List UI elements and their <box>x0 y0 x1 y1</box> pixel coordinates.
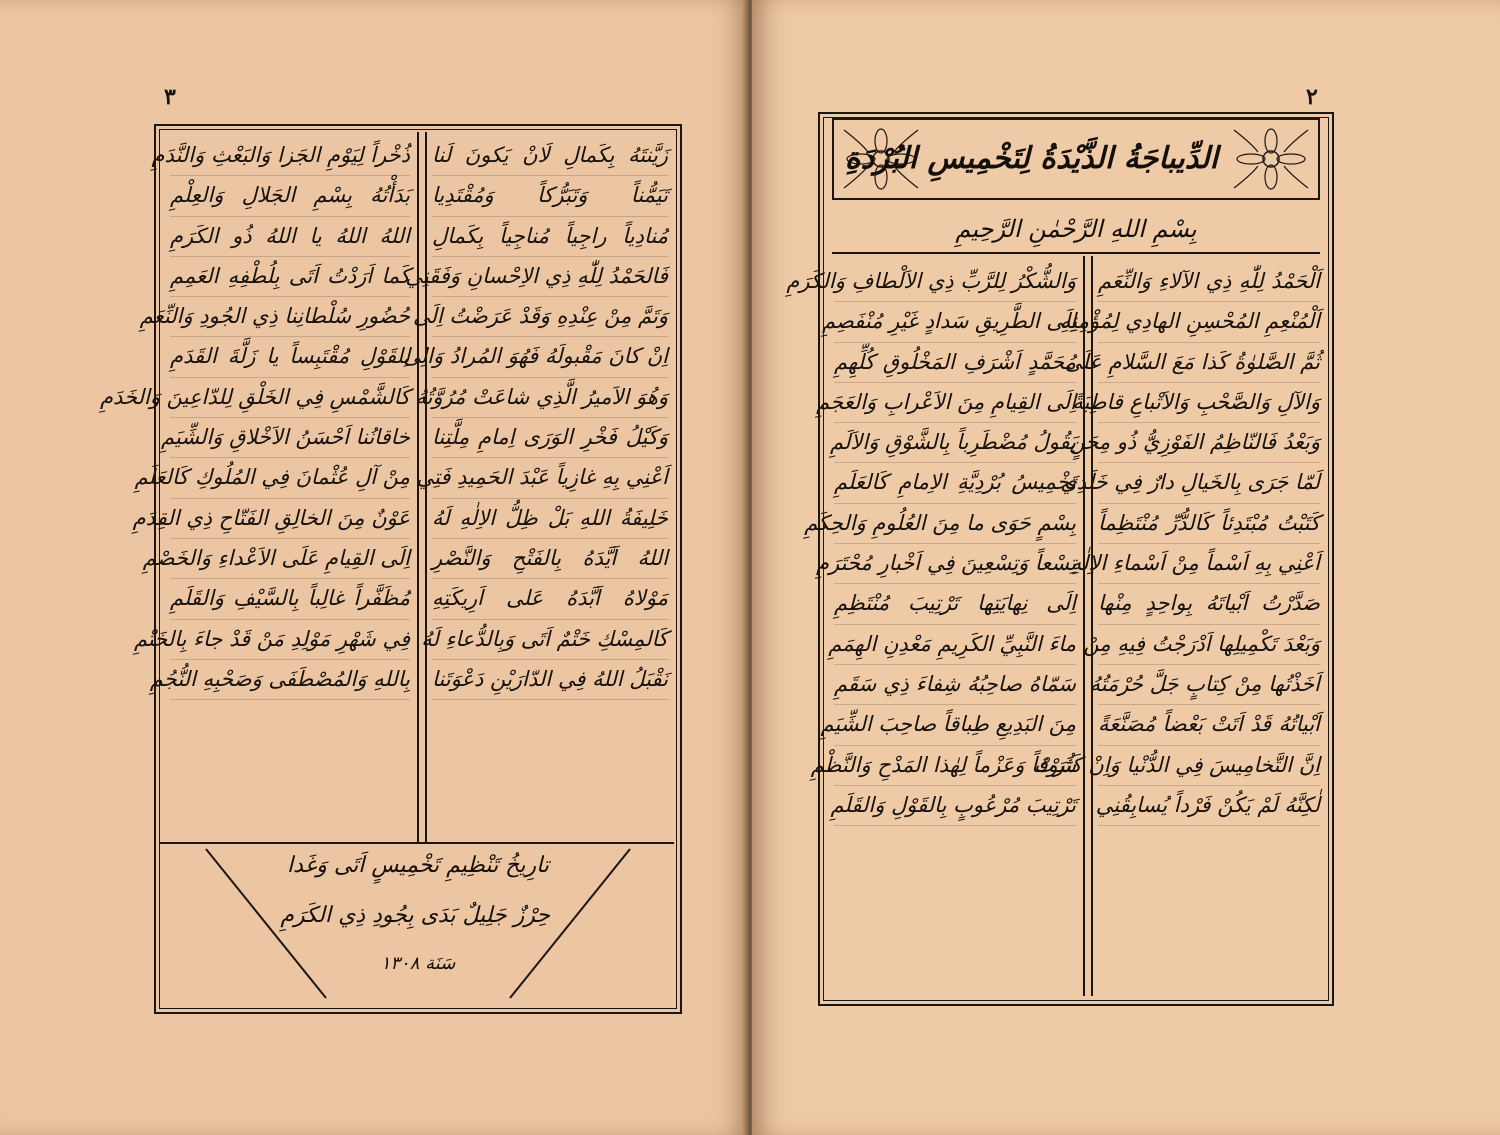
verse-line: اِلَى الطَّرِيقِ سَدادٍ غَيْرِ مُنْفَصِمِ <box>834 302 1076 342</box>
verse-column-left <box>786 262 1076 826</box>
verse-line: اَبْياتُهُ قَدْ اَتَتْ بَعْضاً مُصَنَّعَةً <box>1098 705 1320 745</box>
verse-line: اَلْحَمْدُ لِلّٰهِ ذِي الآلاءِ وَالنِّعَمِ <box>1098 262 1320 302</box>
verse-line: اَعْنِي بِهِ اَسْماً مِنْ اَسْماءِ الاِلٰهِ <box>1098 544 1320 584</box>
verse-line: تَخْمِيسُ بُرْدِيَّةِ الاِمامِ كَالعَلَمِ <box>834 463 1076 503</box>
verse-line: سَمّاهُ صاحِبُهُ شِفاءَ ذِي سَقَمِ <box>834 665 1076 705</box>
page-title: الدِّيباجَةُ الذَّيْدَةُ لِتَخْمِيسِ البُرْدَةِ <box>844 141 1218 176</box>
verse-line: كَالمِسْكِ خَتْمٌ اَتَى وَبِالدُّعاءِ لَهُ <box>432 620 668 660</box>
verse-line: وَبَعْدَ تَكْمِيلِها اَدْرَجْتُ فِيهِ مِنْ <box>1098 625 1320 665</box>
colophon-date: سَنَة ١٣٠٨ <box>380 953 456 974</box>
page-number: ٣ <box>164 84 176 110</box>
verse-line: ذُخْراً لِيَوْمِ الجَزا وَالبَعْثِ وَالنَّدَمِ <box>170 136 410 176</box>
verse-line: لِلقَوْلِ مُقْتَبِساً يا زَلَّةَ القَدَمِ <box>170 337 410 377</box>
verse-line: كَما اَرَدْتُ اَتَى بِلُطْفِهِ العَمِمِ <box>170 257 410 297</box>
verse-line: كَتَبْتُ مُبْتَدِئاً كَالدُّرِّ مُنْتَظِماً <box>1098 504 1320 544</box>
verse-line: حُضُورِ سُلْطانِنا ذِي الجُودِ وَالنِّعَمِ <box>170 297 410 337</box>
verse-line: كَالشَّمْسِ فِي الخَلْقِ لِلدّاعِينَ وَالخَدَمِ <box>170 378 410 418</box>
verse-line: مُحَمَّدٍ اَشْرَفِ المَخْلُوقِ كُلِّهِمِ <box>834 343 1076 383</box>
verse-line: صَدَّرْتُ اَبْياتَهُ بِواحِدٍ مِنْها <box>1098 584 1320 624</box>
verse-line: مِنَ البَدِيعِ طِباقاً صاحِبَ الشِّيَمِ <box>834 705 1076 745</box>
verse-line: بِاللهِ وَالمُصْطَفَى وَصَحْبِهِ النُّجُمِ <box>170 660 410 700</box>
verse-line: اَخَذْتُها مِنْ كِتابٍ جَلَّ حُرْمَتُهُ <box>1098 665 1320 705</box>
verse-line: خَلِيفَةُ اللهِ بَلْ ظِلُّ الاِلٰهِ لَهُ <box>432 499 668 539</box>
verse-line: خاقانُنا اَحْسَنُ الاَخْلاقِ وَالشِّيَمِ <box>170 418 410 458</box>
verse-line: وَالآلِ وَالصَّحْبِ وَالاَتْباعِ قاطِبَةً <box>1098 383 1320 423</box>
verse-column-right <box>403 136 668 700</box>
verse-line: زَيَّنتَهُ بِكَمالِ لَانْ يَكونَ لَنا <box>432 136 668 176</box>
verse-line: وَكَيْلُ فَخْرِ الوَرَى اِمامِ مِلَّتِنا <box>432 418 668 458</box>
colophon-line: حِرْزٌ جَلِيلٌ بَدَى بِجُودِ ذِي الكَرَمِ <box>280 903 550 928</box>
verse-line: وَتَمَّ مِنْ عِنْدِهِ وَقَدْ عَرَضْتُ اِلَى <box>432 297 668 337</box>
verse-line: ماءَ النَّبِيِّ الكَرِيمِ مَعْدِنِ الهِمَمِ <box>834 625 1076 665</box>
verse-line: اِلَى القِيامِ مِنَ الاَعْرابِ وَالعَجَمِ <box>834 383 1076 423</box>
verse-line: مِنْ آلِ عُثْمانَ فِي المُلُوكِ كَالعَلَمِ <box>170 458 410 498</box>
verse-line: اِلَى نِهايَتِها تَرْتِيبَ مُنْتَظِمِ <box>834 584 1076 624</box>
verse-line: تَرْتِيبَ مُرْعُوبٍ بِالقَوْلِ وَالقَلَمِ <box>834 786 1076 826</box>
verse-line: اللهُ اَيَّدَهُ بِالفَتْحِ وَالنَّصْرِ <box>432 539 668 579</box>
verse-line: ثُمَّ الصَّلوٰةُ كَذا مَعَ السَّلامِ عَلَى <box>1098 343 1320 383</box>
title-headband <box>832 118 1320 200</box>
verse-line: فِي شَهْرِ مَوْلِدِ مَنْ قَدْ جاءَ بِالخَتْمِ <box>170 620 410 660</box>
verse-line: مُظَفَّراً غالِباً بِالسَّيْفِ وَالقَلَمِ <box>170 579 410 619</box>
verse-line: بَدَأْتُهُ بِسْمِ الجَلالِ وَالعِلْمِ <box>170 176 410 216</box>
verse-line: نَقْبَلُ اللهُ فِي الدّارَيْنِ دَعْوَتَنا <box>432 660 668 700</box>
verse-line: يَقُولُ مُضْطَرِباً بِالشَّوْقِ وَالاَلَمِ <box>834 423 1076 463</box>
verse-line: اَلْمُنْعِمِ المُحْسِنِ الهادِي لِمُؤْمِنِهِ <box>1098 302 1320 342</box>
floral-ornament-icon <box>1228 124 1314 194</box>
verse-line: فَالحَمْدُ لِلّٰهِ ذِي الاِحْسانِ وَفَقَنِي <box>432 257 668 297</box>
verse-line: لَمّا جَرَى بِالخَيالِ دارٌ فِي خَلَدِي <box>1098 463 1320 503</box>
verse-line: تِسْعاً وَتِسْعِينَ فِي اَخْبارِ مُحْتَرَمِ <box>834 544 1076 584</box>
verse-line: عَوْنٌ مِنَ الخالِقِ الفَتّاحِ ذِي القِدَمِ <box>170 499 410 539</box>
verse-line: اِنْ كانَ مَقْبولَهُ فَهُوَ المُرادُ وَالِى <box>432 337 668 377</box>
verse-line: اِلَى القِيامِ عَلَى الاَعْداءِ وَالخَصْمِ <box>170 539 410 579</box>
verse-line: وَالشُّكْرُ لِلرَّبِّ ذِي الاَلْطافِ وَالكَرَمِ <box>834 262 1076 302</box>
verse-column-left <box>100 136 410 700</box>
verse-line: بِسْمٍ حَوَى ما مِنَ العُلُومِ وَالحِكَمِ <box>834 504 1076 544</box>
colophon-divider <box>160 842 674 844</box>
verse-line: تَيَمُّناً وَتَبَرُّكاً وَمُقْتَدِيا <box>432 176 668 216</box>
basmala: بِسْمِ اللهِ الرَّحْمٰنِ الرَّحِيمِ <box>832 206 1320 254</box>
verse-line: لٰكِنَّهُ لَمْ يَكُنْ فَرْداً يُسابِقُنِي <box>1098 786 1320 826</box>
verse-line: اَعْنِي بِهِ غازِياً عَبْدَ الحَمِيدِ فَتِي <box>432 458 668 498</box>
verse-line: اللهُ اللهُ يا اللهُ ذُو الكَرَمِ <box>170 217 410 257</box>
verse-line: شَوْقاً وَعَزْماً لِهٰذا المَدْحِ وَالنَّظْمِ <box>834 746 1076 786</box>
page-number: ٢ <box>1306 84 1318 110</box>
verse-column-right <box>1034 262 1320 826</box>
verse-line: وَبَعْدُ فَالنّاظِمُ الفَوْزِيُّ ذُو مِحَنٍ <box>1098 423 1320 463</box>
verse-line: اِنَّ التَّخامِيسَ فِي الدُّنْيا وَاِنْ كَثُرَتْ <box>1098 746 1320 786</box>
colophon <box>166 845 670 1002</box>
verse-line: وَهُوَ الاَميرُ الَّذِي شاعَتْ مُرُوَّتُهُ <box>432 378 668 418</box>
verse-line: مَوْلاهُ اَبَّدَهُ عَلى اَرِيكَتِهِ <box>432 579 668 619</box>
verse-line: مُنادِياً راجِياً مُناجِياً بِكَمالِ <box>432 217 668 257</box>
colophon-line: تارِيخُ تَنْظِيمِ تَخْمِيسٍ اَتَى وَغَدا <box>287 853 549 878</box>
